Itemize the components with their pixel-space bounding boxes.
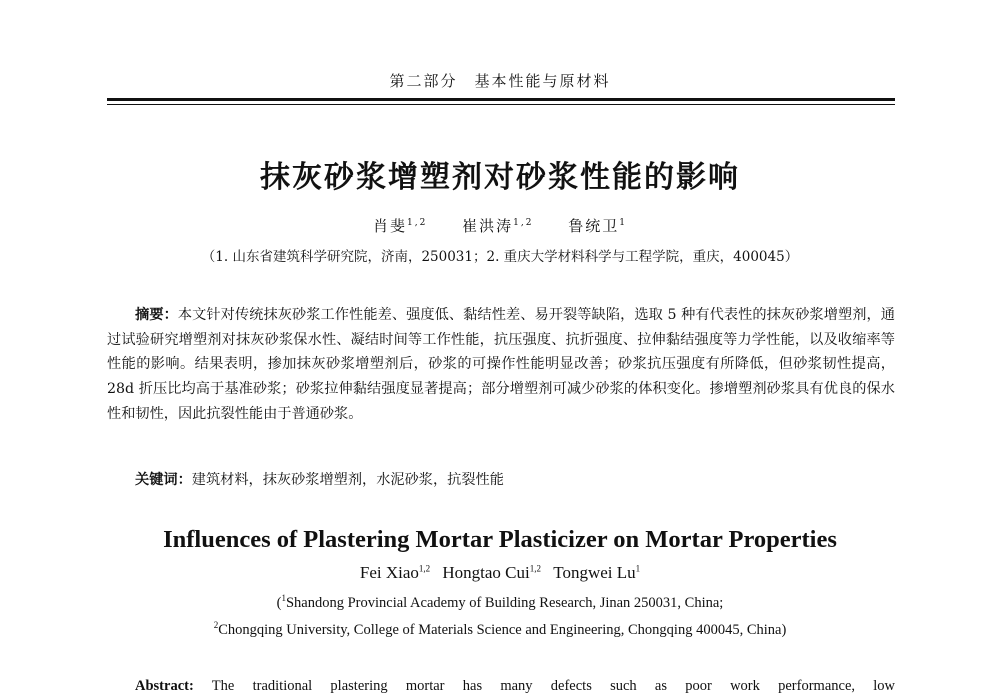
- affiliation-sup: 2: [213, 620, 219, 631]
- paper-title-zh: 抹灰砂浆增塑剂对砂浆性能的影响: [260, 160, 740, 195]
- abstract-en: [135, 678, 895, 698]
- abstract-zh-text: 本文针对传统抹灰砂浆工作性能差、强度低、黏结性差、易开裂等缺陷，选取 5 种有代表性的抹灰砂浆增塑剂，通过试验研究增塑剂对抹灰砂浆保水性、凝结时间等工作性能，抗压强度、抗折强度、拉伸黏结强度等力学性能，以及收缩率等性能的影响。结果表明，掺加抹灰砂浆增塑剂后，砂浆的可操作性能明显改善；砂浆抗压强度有所降低，但砂浆韧性提高，28d 折压比均高于基准砂浆；砂浆拉伸黏结强度显著提高；部分增塑剂可减少砂浆的体积变化。掺增塑剂砂浆具有优良的保水性和韧性，因此抗裂性能由于普通砂浆。: [107, 307, 895, 422]
- abstract-zh-label: 摘要：: [135, 307, 178, 323]
- affiliation-text: Chongqing University, College of Materials Science and Engineering, Chongqing 400045, China): [218, 622, 787, 638]
- author-zh-1: [373, 217, 427, 235]
- keywords-zh-text: 建筑材料，抹灰砂浆增塑剂，水泥砂浆，抗裂性能: [191, 472, 504, 488]
- authors-en: [0, 563, 1000, 583]
- author-en-2: [442, 563, 541, 582]
- author-sup: 1,2: [407, 218, 428, 228]
- keywords-zh-label: 关键词：: [135, 472, 192, 488]
- author-name: 肖斐: [373, 217, 408, 235]
- abstract-en-text: The traditional plastering mortar has many defects such as poor work performance, low: [211, 678, 895, 694]
- author-sup: 1,2: [529, 563, 541, 574]
- abstract-zh: [107, 303, 895, 427]
- keywords-zh: [135, 469, 895, 489]
- affiliation-sup: 1: [281, 593, 286, 604]
- running-header: 第二部分 基本性能与原材料: [389, 72, 611, 90]
- author-name: 崔洪涛: [462, 217, 514, 235]
- header-rule-thick: [107, 98, 895, 101]
- paper-title-en: Influences of Plastering Mortar Plasticizer on Mortar Properties: [163, 526, 837, 553]
- header-rule-thin: [107, 104, 895, 105]
- author-name: Fei Xiao: [359, 563, 419, 582]
- author-en-3: [553, 563, 640, 582]
- author-zh-2: [462, 217, 533, 235]
- affiliation-text: Shandong Provincial Academy of Building Research, Jinan 250031, China;: [285, 595, 724, 611]
- affiliation-en-line2: [0, 622, 1000, 639]
- author-en-1: [360, 563, 430, 582]
- author-sup: 1,2: [513, 218, 534, 228]
- affiliation-zh: （1. 山东省建筑科学研究院，济南，250031；2. 重庆大学材料科学与工程学院，重庆，400045）: [201, 249, 799, 265]
- author-name: Hongtao Cui: [442, 563, 530, 582]
- author-sup: 1: [635, 563, 641, 574]
- author-sup: 1: [619, 218, 627, 228]
- abstract-en-label: Abstract:: [135, 678, 194, 694]
- author-name: 鲁统卫: [568, 217, 620, 235]
- author-name: Tongwei Lu: [553, 563, 636, 582]
- author-sup: 1,2: [418, 563, 431, 574]
- author-zh-3: [568, 217, 627, 235]
- authors-zh: [0, 215, 1000, 236]
- affiliation-en-line1: ($^1$Shandong Provincial Academy of Building Research, Jinan 250031, China;: [276, 593, 724, 611]
